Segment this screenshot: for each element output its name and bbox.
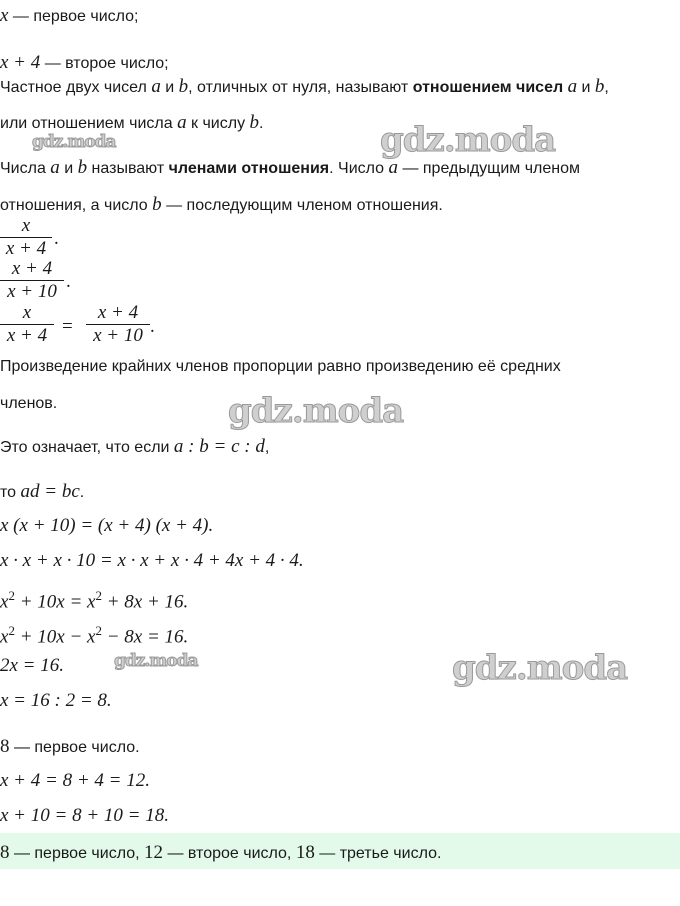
text: и bbox=[160, 79, 179, 96]
math-var: a bbox=[177, 112, 187, 133]
text: — предыдущим членом bbox=[398, 160, 581, 177]
text: и bbox=[59, 160, 78, 177]
text: . bbox=[259, 115, 264, 132]
text: или отношением числа bbox=[0, 115, 178, 132]
definition-line bbox=[0, 77, 609, 98]
text: — третье число. bbox=[314, 845, 442, 862]
text: , bbox=[604, 79, 609, 96]
fraction bbox=[86, 302, 150, 347]
math-var: a bbox=[151, 76, 161, 97]
numerator: x + 4 bbox=[97, 302, 139, 323]
text: Числа bbox=[0, 160, 51, 177]
equation bbox=[0, 586, 188, 612]
fraction bbox=[0, 302, 54, 347]
math-expr: a : b = c : d bbox=[173, 436, 265, 457]
text: Частное двух чисел bbox=[0, 79, 152, 96]
watermark: gdz.moda bbox=[32, 132, 116, 152]
equation: x · x + x · 10 = x · x + x · 4 + 4x + 4 · 4. bbox=[0, 550, 304, 571]
text: Это означает, что если bbox=[0, 439, 174, 456]
fraction bbox=[0, 215, 52, 260]
equation: x + 10 = 8 + 10 = 18. bbox=[0, 805, 169, 826]
exponent: 2 bbox=[95, 623, 102, 638]
exponent: 2 bbox=[8, 623, 15, 638]
text-line bbox=[0, 394, 57, 414]
number: 8 bbox=[0, 842, 10, 863]
watermark: gdz.moda bbox=[380, 120, 556, 160]
math-expr: ad = bc bbox=[20, 481, 80, 502]
exponent: 2 bbox=[95, 588, 102, 603]
math-var: b bbox=[249, 112, 260, 133]
term-bold: членами отношения bbox=[168, 160, 330, 177]
text: отношения, а число bbox=[0, 197, 153, 214]
text: то bbox=[0, 484, 21, 501]
equation: 2x = 16. bbox=[0, 655, 65, 676]
math-var: a bbox=[567, 76, 578, 97]
math-expr: − 8x = 16. bbox=[101, 626, 189, 648]
text: — второе число, bbox=[163, 845, 296, 862]
equation: x (x + 10) = (x + 4) (x + 4). bbox=[0, 515, 214, 536]
text-line bbox=[0, 195, 443, 216]
denominator: x + 10 bbox=[7, 281, 57, 302]
number: 18 bbox=[295, 842, 315, 863]
punctuation: . bbox=[150, 316, 155, 337]
text: . Число bbox=[329, 160, 389, 177]
math-var: a bbox=[50, 157, 60, 178]
numerator: x bbox=[22, 302, 32, 323]
text: и bbox=[577, 79, 595, 96]
math-var: x bbox=[0, 626, 9, 648]
text: к числу bbox=[186, 115, 250, 132]
answer-line bbox=[0, 843, 441, 864]
math-var: a bbox=[388, 157, 398, 178]
numerator: x bbox=[21, 215, 31, 236]
math-expr: + 10x − x bbox=[14, 626, 96, 648]
punctuation: . bbox=[66, 271, 71, 292]
math-expr: x + 4 bbox=[0, 52, 41, 73]
equation: x = 16 : 2 = 8. bbox=[0, 690, 112, 711]
math-var: b bbox=[594, 76, 605, 97]
text: — первое число, bbox=[9, 845, 144, 862]
math-expr: + 8x + 16. bbox=[101, 591, 189, 613]
text: , отличных от нуля, называют bbox=[188, 79, 413, 96]
term-bold: отношением чисел bbox=[412, 79, 564, 96]
math-var: x bbox=[0, 5, 9, 26]
equation: x + 4 = 8 + 4 = 12. bbox=[0, 770, 150, 791]
text: называют bbox=[87, 160, 169, 177]
text: . bbox=[79, 484, 85, 501]
text: — первое число; bbox=[8, 8, 139, 25]
exponent: 2 bbox=[8, 588, 15, 603]
text-line bbox=[0, 6, 138, 27]
text: Произведение крайних членов пропорции равно произведению её средних bbox=[0, 358, 561, 375]
fraction bbox=[0, 258, 64, 303]
text: — последующим членом отношения. bbox=[161, 197, 443, 214]
text: — первое число. bbox=[9, 739, 140, 756]
math-var: b bbox=[178, 76, 189, 97]
text-line bbox=[0, 437, 269, 458]
denominator: x + 10 bbox=[93, 325, 143, 346]
denominator: x + 4 bbox=[6, 325, 48, 346]
equals-sign: = bbox=[62, 316, 73, 337]
definition-line bbox=[0, 158, 580, 179]
watermark: gdz.moda bbox=[228, 391, 404, 431]
denominator: x + 4 bbox=[5, 238, 47, 259]
punctuation: . bbox=[54, 228, 59, 249]
math-var: b bbox=[77, 157, 88, 178]
number: 12 bbox=[144, 842, 163, 863]
equation bbox=[0, 621, 188, 647]
text-line bbox=[0, 737, 140, 758]
text-line bbox=[0, 113, 263, 134]
text-line bbox=[0, 357, 561, 377]
text-line bbox=[0, 482, 84, 503]
math-var: x bbox=[0, 591, 9, 613]
math-expr: + 10x = x bbox=[14, 591, 96, 613]
text: , bbox=[264, 439, 270, 456]
numerator: x + 4 bbox=[11, 258, 53, 279]
text: — второе число; bbox=[40, 55, 169, 72]
watermark: gdz.moda bbox=[114, 651, 198, 671]
number: 8 bbox=[0, 736, 10, 757]
math-var: b bbox=[152, 194, 162, 215]
text: членов. bbox=[0, 395, 58, 412]
watermark: gdz.moda bbox=[452, 648, 628, 688]
text-line bbox=[0, 53, 169, 74]
